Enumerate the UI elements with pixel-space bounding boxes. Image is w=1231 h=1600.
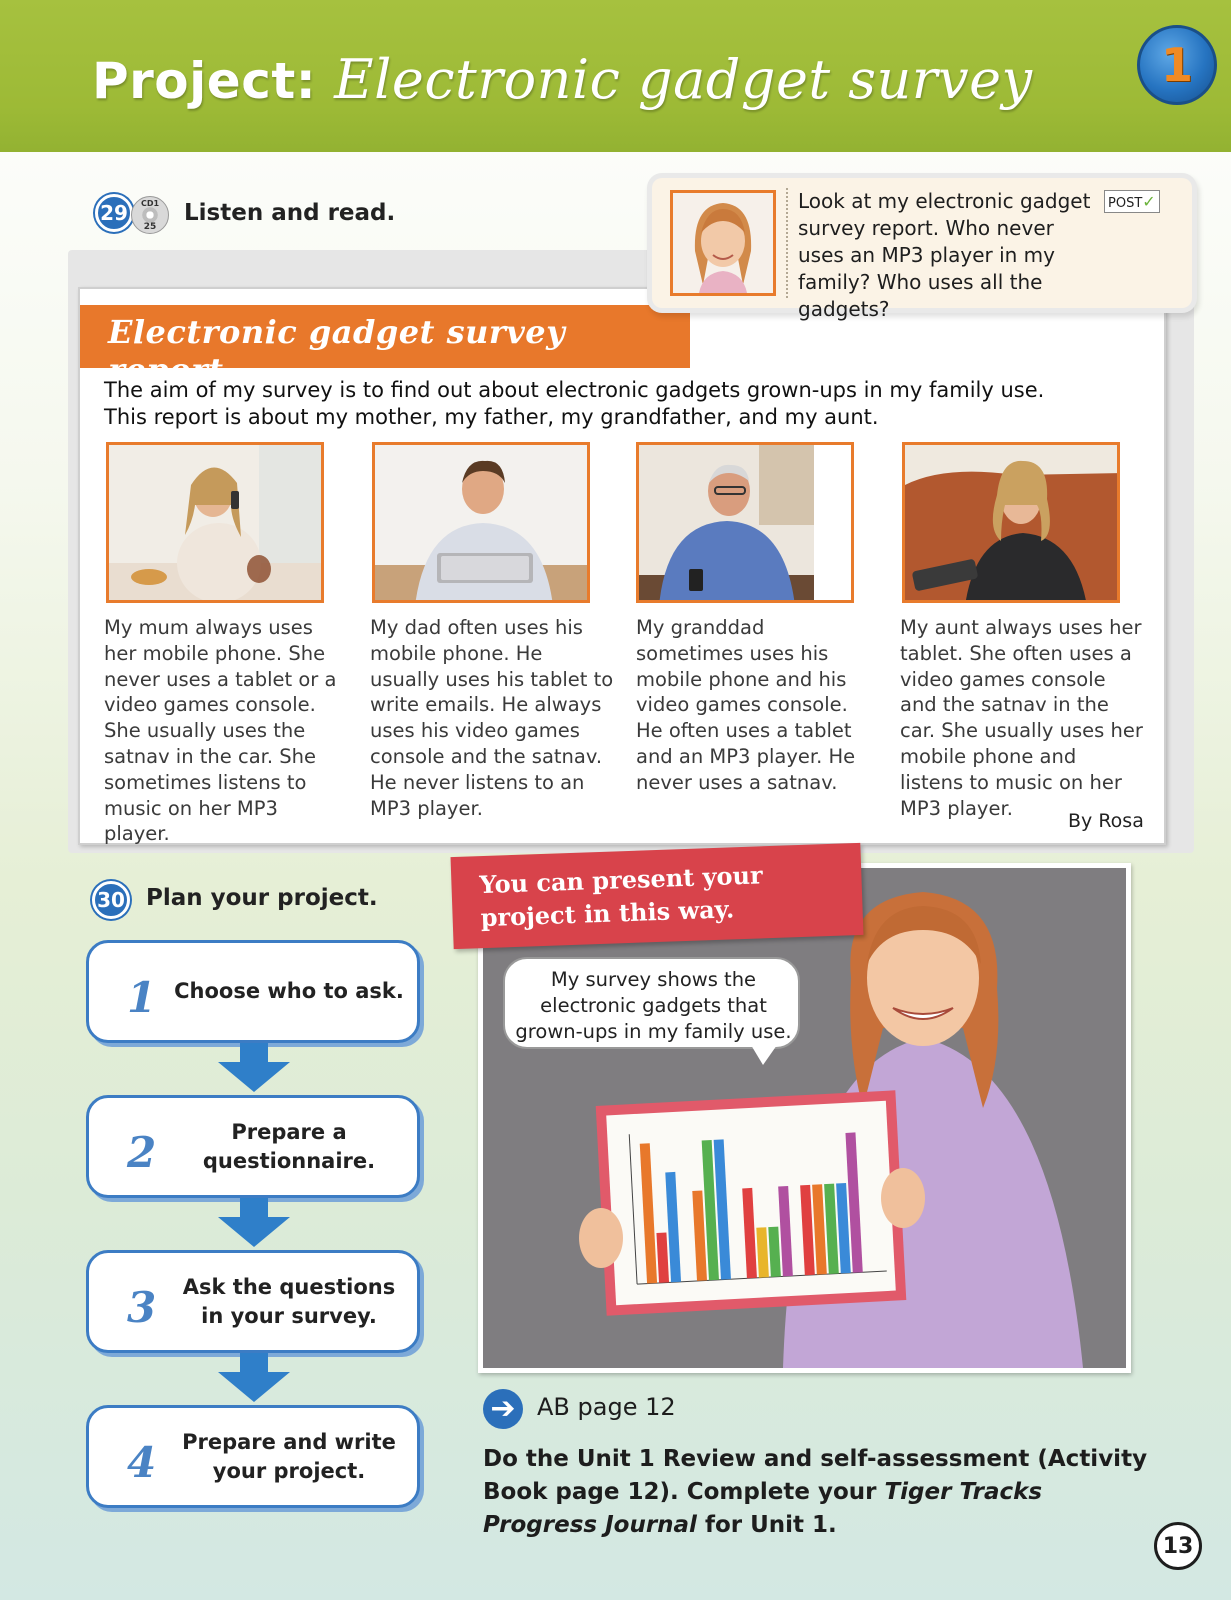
plan-step-3 (86, 1250, 420, 1353)
photo-granddad (636, 442, 854, 603)
page-title (92, 48, 1033, 111)
arrow-down-icon (218, 1372, 290, 1402)
presentation-banner-text: You can present your project in this way. (478, 860, 764, 933)
report-title-banner (80, 305, 690, 389)
title-main: Project: (92, 52, 317, 110)
unit-number: 1 (1160, 38, 1193, 92)
report-byline: By Rosa (1068, 810, 1144, 832)
caption-aunt: My aunt always uses her tablet. She often uses a video games console and the satnav in the car. She usually uses her mobile phone and listens to music on her MP3 player. (900, 616, 1143, 820)
journal-title: Tiger Tracks Progress Journal (483, 1479, 1043, 1538)
unit-badge (1137, 25, 1217, 105)
review-instruction (483, 1443, 1163, 1542)
step-number: 2 (127, 1128, 157, 1177)
plan-step-1 (86, 940, 420, 1043)
caption-mum: My mum always uses her mobile phone. She never uses a tablet or a video games console. She usually uses the satnav in the car. She sometimes listens to music on her MP3 player. (104, 616, 337, 846)
page-header (0, 0, 1231, 152)
ab-page-link[interactable]: AB page 12 (537, 1393, 676, 1421)
step-text: Choose who to ask. (174, 979, 404, 1003)
exercise-number-badge: 29 (95, 194, 133, 232)
post-text: Look at my electronic gadget survey report. Who never uses an MP3 player in my family? Who uses all the gadgets? (798, 189, 1091, 321)
photo-dad (372, 442, 590, 603)
step-number: 4 (127, 1438, 157, 1487)
step-text: Prepare a questionnaire. (202, 1120, 376, 1173)
post-tag-label: POST (1108, 196, 1143, 211)
cd-track: 25 (143, 222, 157, 232)
post-bubble (652, 178, 1192, 321)
speech-bubble (503, 957, 800, 1049)
post-divider (786, 188, 788, 298)
cd-icon[interactable] (131, 196, 169, 234)
arrow-down-icon (218, 1062, 290, 1092)
arrow-right-icon[interactable]: ➔ (483, 1389, 523, 1429)
cd-label: CD1 (140, 199, 160, 208)
arrow-down-icon (218, 1217, 290, 1247)
title-sub: Electronic gadget survey (334, 48, 1033, 111)
photo-aunt (902, 442, 1120, 603)
post-avatar (670, 190, 776, 296)
page-number: 13 (1154, 1522, 1202, 1570)
step-number: 1 (127, 973, 157, 1022)
speech-text: My survey shows the electronic gadgets that grown-ups in my family use. (515, 968, 792, 1043)
post-tag (1104, 190, 1160, 213)
step-number: 3 (127, 1283, 157, 1332)
step-text: Ask the questions in your survey. (182, 1275, 396, 1328)
report-intro-line: The aim of my survey is to find out about electronic gadgets grown-ups in my family use. (104, 378, 1045, 402)
plan-step-4 (86, 1405, 420, 1508)
caption-granddad: My granddad sometimes uses his mobile phone and his video games console. He often uses a tablet and an MP3 player. He never uses a satnav. (636, 616, 856, 794)
plan-step-2 (86, 1095, 420, 1198)
review-text-part: for Unit 1. (696, 1512, 837, 1538)
step-text: Prepare and write your project. (182, 1430, 396, 1483)
exercise-instruction: Listen and read. (184, 200, 396, 226)
report-intro-line: This report is about my mother, my father, my grandfather, and my aunt. (104, 405, 879, 429)
check-icon: ✓ (1142, 192, 1156, 211)
exercise-instruction: Plan your project. (146, 885, 378, 911)
presentation-banner (451, 843, 864, 949)
caption-dad: My dad often uses his mobile phone. He usually uses his tablet to write emails. He always uses his video games console and the satnav. He never listens to an MP3 player. (370, 616, 614, 820)
report-title: Electronic gadget survey report (108, 313, 566, 389)
report-intro (104, 377, 1154, 431)
photo-mum (106, 442, 324, 603)
review-text-part: Do the Unit 1 Review and self-assessment (Activity Book page 12). Complete your (483, 1446, 1148, 1505)
exercise-number-badge: 30 (92, 881, 130, 919)
